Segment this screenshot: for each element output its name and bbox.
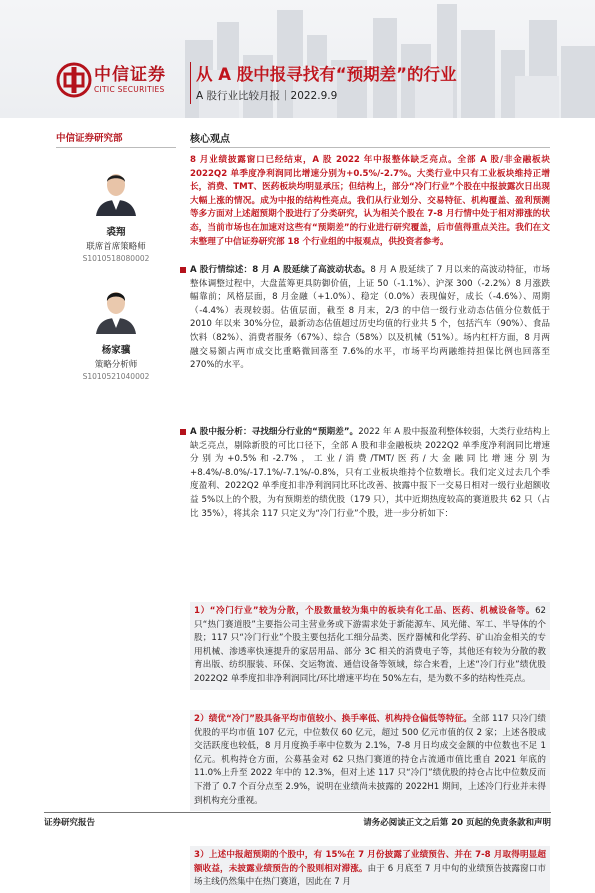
- citic-securities-logo: [56, 60, 186, 100]
- research-dept-label: 中信证券研究部: [56, 133, 123, 144]
- finding-lead: 1）“冷门行业”较为分散，个股数量较为集中的板块有化工品、医药、机械设备等。: [194, 606, 536, 616]
- divider: [56, 147, 176, 148]
- paragraph-body: 2022 年 A 股中报盈利整体较弱，大类行业结构上缺乏亮点，剔除新股的可比口径下，全部 A 股和非金融板块 2022Q2 单季度净利润同比增速分别为+0.5%和-2.7%，工业/消费/TMT/医药/大金融同比增速分别为+8.4%/-8.0%/-17.1%/-7.1%/-0.8%，只有工业板块维持个位数增长。我们定义过去几个季度盈利、2022Q2 单季度扣非净利润同比环比改善、披露中报下一交易日相对一级行业超额收益 5%以上的个股，为有预期差的绩优股（179 只），其中近期热度较高的赛道股共 62 只（占比 35%），将其余 117 只定义为“冷门行业”个股，进一步分析如下：: [190, 427, 550, 519]
- report-header: [0, 0, 595, 118]
- analyst-photo: [94, 164, 138, 216]
- analyst-photo: [94, 282, 138, 334]
- analyst-title: 策略分析师: [94, 360, 138, 370]
- paragraph-interim-analysis: [190, 426, 550, 521]
- analyst-card: [56, 164, 176, 263]
- paragraph-market-review: [190, 264, 550, 373]
- brand-name-cn: 中信证券: [94, 65, 166, 85]
- key-summary: 8 月业绩披露窗口已经结束，A 股 2022 年中报整体缺乏亮点。全部 A 股/非金融板块 2022Q2 单季度净利润同比增速分别为+0.5%/-2.7%。大类行业中只有工业板块维持正增长，消费、TMT、医药板块均明显承压；但结构上，部分“冷门行业”个股在中报披露次日出现大幅上涨的情况。成为中报的结构性亮点。我们从行业划分、交易特征、机构覆盖、盈利预测等多方面对上述超预期个股进行了分类研究，认为相关个股在 7-8 月行情中处于相对滞涨的状态，当前市场也在加速对这些有“预期差”的行业进行研究覆盖，后市值得重点关注。我们在文末整理了中信证券研究部 18 个行业组的中报观点，供投资者参考。: [190, 155, 550, 247]
- finding-2: [190, 710, 550, 811]
- finding-lead: 3）上述中报超预期的个股中，有 15%在 7 月份披露了业绩预告、并在 7-8 月取得明显超额收益，未披露业绩预告的个股则相对滞涨。: [194, 850, 546, 874]
- citic-logo-icon: [56, 62, 92, 98]
- paragraph-body: 8 月 A 股延续了 7 月以来的高波动特征，市场整体调整过程中，大盘蓝筹更具防御价值，上证 50（-1.1%）、沪深 300（-2.2%）8 月涨跌幅靠前；风格层面，8 月金融（+1.0%）、稳定（0.0%）表现偏好，成长（-4.6%）、周期（-4.4%）表现较弱。估值层面，截至 8 月末，2/3 的中信一级行业动态估值分位数低于 2010 年以来 30%分位，最新动态估值超过历史均值的行业共 5 个，包括汽车（90%）、食品饮料（82%）、消费者服务（67%）、综合（58%）以及机械（51%）。场内杠杆方面，8 月两融交易额占两市成交比重略微回落至 7.6%的水平，市场平均两融维持担保比例也回落至 270%的水平。: [190, 265, 550, 371]
- paragraph-lead: A 股行情综述：8 月 A 股延续了高波动状态。: [190, 265, 371, 275]
- finding-body: 62 只“热门赛道股”主要指公司主营业务或下游需求处于新能源车、风光储、军工、半导体的个股；117 只“冷门行业”个股主要包括化工细分品类、医疗器械和化学药、矿山冶金相关的专用机械、渗透率快速提升的家居用品、部分 3C 相关的消费电子等，其他还有较为分散的教育出版、纺织服装、环保、交运物流、通信设备等领域，综合来看，上述“冷门行业”绩优股 2022Q2 单季度扣非净利润同比/环比增速平均在 50%左右，是为数不多的结构性亮点。: [194, 606, 546, 684]
- section-title: 核心观点: [190, 134, 230, 145]
- brand-name-en: CITIC SECURITIES: [94, 85, 165, 94]
- finding-1: [190, 602, 550, 690]
- footer-disclaimer: 请务必阅读正文之后第 20 页起的免责条款和声明: [363, 818, 551, 828]
- finding-body: 由于 6 月底至 7 月中旬的业绩预告披露窗口市场主线仍然集中在热门赛道，因此在 7 月: [194, 863, 546, 888]
- analyst-license-id: S1010521040002: [82, 372, 150, 381]
- analyst-license-id: S1010518080002: [82, 254, 150, 263]
- bullet-icon: [180, 429, 186, 435]
- divider: [190, 147, 550, 148]
- finding-lead: 2）绩优“冷门”股具备平均市值较小、换手率低、机构持仓偏低等特征。: [194, 714, 472, 724]
- paragraph-lead: A 股中报分析：寻找细分行业的“预期差”。: [190, 427, 359, 437]
- footer-label: 证券研究报告: [44, 818, 96, 828]
- finding-body: 全部 117 只冷门绩优股的平均市值 107 亿元，中位数仅 60 亿元，超过 500 亿元市值的仅 2 家；上述各股成交活跃度也较低，8 月月度换手率中位数为 2.1%，7-8 月日均成交金额的中位数也不足 1 亿元。机构持仓方面，公募基金对 62 只热门赛道的持仓占流通市值比重自 2021 年底的 11.0%上升至 2022 年中的 12.3%，但对上述 117 只“冷门”绩优股的持仓占比中位数反而下滑了 0.7 个百分点至 2.9%，说明在业绩尚未披露的 2022H1 期间，上述冷门行业并未得到机构充分重视。: [194, 714, 546, 806]
- report-subtitle: A 股行业比较月报｜2022.9.9: [196, 90, 338, 102]
- finding-3: [190, 846, 550, 893]
- analyst-title: 联席首席策略师: [86, 242, 146, 252]
- footer-divider: [44, 812, 551, 813]
- header-divider: [190, 62, 191, 104]
- analyst-name: 杨家骥: [101, 345, 131, 356]
- analyst-name: 裘翔: [106, 227, 126, 238]
- report-title: 从 A 股中报寻找有“预期差”的行业: [196, 65, 457, 84]
- analyst-card: [56, 282, 176, 381]
- bullet-icon: [180, 267, 186, 273]
